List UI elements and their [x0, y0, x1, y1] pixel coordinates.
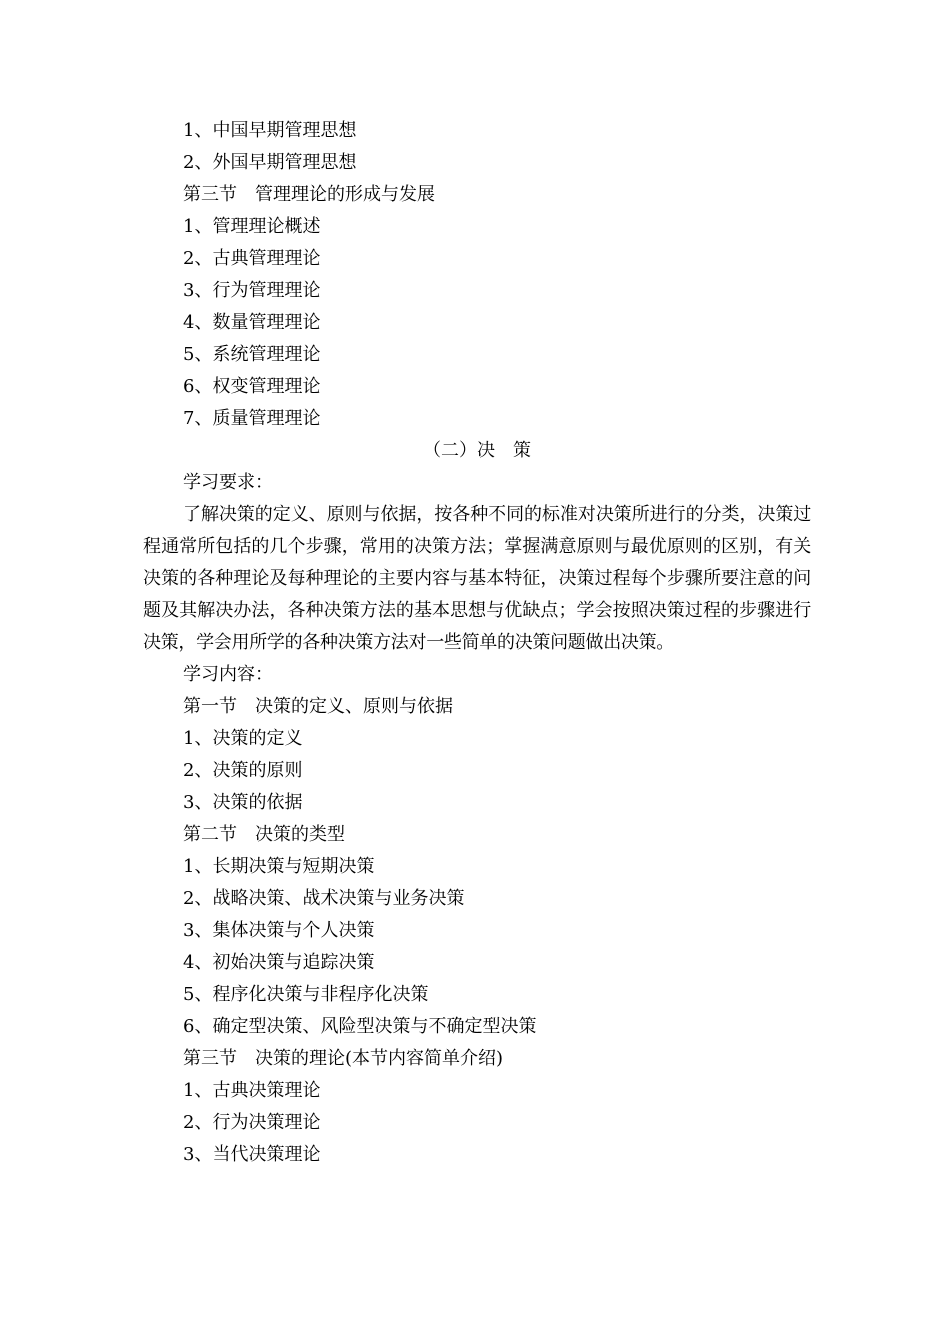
list-item: 5、程序化决策与非程序化决策	[183, 984, 429, 1005]
section-heading: 第三节 决策的理论(本节内容简单介绍)	[183, 1048, 504, 1069]
list-item: 1、中国早期管理思想	[183, 120, 357, 141]
list-item: 2、外国早期管理思想	[183, 152, 357, 173]
list-item: 1、管理理论概述	[183, 216, 321, 237]
list-item: 6、权变管理理论	[183, 376, 321, 397]
list-item: 1、古典决策理论	[183, 1080, 321, 1101]
section-heading: 第一节 决策的定义、原则与依据	[183, 696, 453, 717]
list-item: 5、系统管理理论	[183, 344, 321, 365]
list-item: 3、集体决策与个人决策	[183, 920, 375, 941]
content-label: 学习内容：	[183, 664, 273, 685]
list-item: 2、行为决策理论	[183, 1112, 321, 1133]
list-item: 2、决策的原则	[183, 760, 303, 781]
chapter-title: （二）决 策	[423, 440, 531, 461]
list-item: 1、决策的定义	[183, 728, 303, 749]
requirements-paragraph: 了解决策的定义、原则与依据，按各种不同的标准对决策所进行的分类，决策过程通常所包括的几个步骤，常用的决策方法；掌握满意原则与最优原则的区别，有关决策的各种理论及每种理论的主要内容与基本特征，决策过程每个步骤所要注意的问题及其解决办法，各种决策方法的基本思想与优缺点；学会按照决策过程的步骤进行决策，学会用所学的各种决策方法对一些简单的决策问题做出决策。	[143, 504, 811, 653]
list-item: 7、质量管理理论	[183, 408, 321, 429]
requirements-label: 学习要求：	[183, 472, 273, 493]
list-item: 4、数量管理理论	[183, 312, 321, 333]
list-item: 2、战略决策、战术决策与业务决策	[183, 888, 465, 909]
list-item: 1、长期决策与短期决策	[183, 856, 375, 877]
list-item: 3、决策的依据	[183, 792, 303, 813]
list-item: 4、初始决策与追踪决策	[183, 952, 375, 973]
section-heading: 第三节 管理理论的形成与发展	[183, 184, 435, 205]
list-item: 3、行为管理理论	[183, 280, 321, 301]
list-item: 6、确定型决策、风险型决策与不确定型决策	[183, 1016, 537, 1037]
list-item: 3、当代决策理论	[183, 1144, 321, 1165]
section-heading: 第二节 决策的类型	[183, 824, 345, 845]
list-item: 2、古典管理理论	[183, 248, 321, 269]
document-body	[143, 115, 811, 1171]
